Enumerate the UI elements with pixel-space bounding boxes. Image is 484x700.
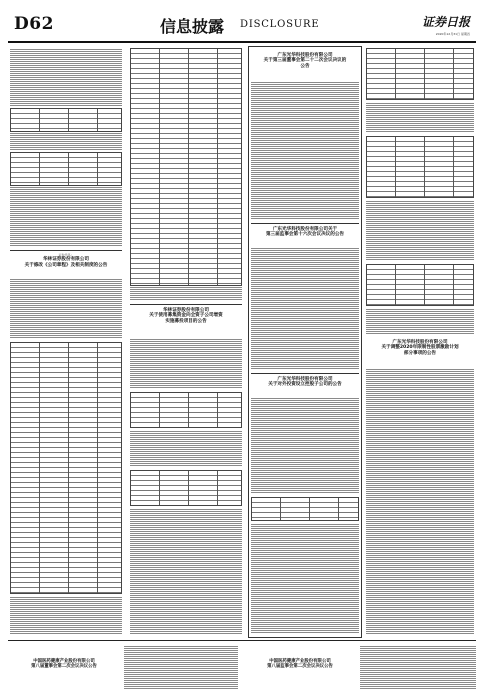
column-3	[248, 46, 362, 638]
separator	[130, 304, 242, 305]
notice-company: 中国医药健康产业股份有限公司	[269, 659, 331, 664]
notice-heading	[251, 53, 359, 69]
data-table	[366, 264, 474, 306]
notice-title: 第三届监事会第十六次会议决议的公告	[265, 232, 345, 238]
separator	[10, 250, 122, 251]
notice-title: 第八届董事会第二次会议决议公告	[31, 664, 97, 670]
text-block	[130, 286, 242, 300]
separator	[251, 373, 359, 374]
column-2	[128, 46, 244, 636]
text-block	[366, 102, 474, 132]
column-1	[8, 46, 124, 636]
notice-heading	[251, 227, 359, 238]
notice-code: 证券代码：	[58, 253, 74, 257]
notice-heading	[130, 308, 242, 324]
notice-title: 部分事项的公告	[403, 350, 437, 356]
text-block	[251, 247, 359, 369]
footer-notice-right	[244, 645, 356, 689]
notice-heading	[10, 254, 122, 268]
notice-title: 实施募投项目的公告	[165, 318, 207, 324]
newspaper-page	[8, 8, 476, 692]
notice-title: 公告	[300, 63, 310, 69]
text-block	[10, 596, 122, 634]
data-table	[130, 392, 242, 428]
data-table	[251, 497, 359, 521]
page-number: D62	[14, 14, 54, 34]
amendment-table	[10, 342, 122, 594]
notice-heading	[251, 377, 359, 388]
notice-company: 华林证券股份有限公司	[43, 257, 89, 263]
column-4	[364, 46, 476, 636]
notice-company: 广东光华科技股份有限公司	[392, 340, 448, 345]
section-title-en: DISCLOSURE	[240, 19, 320, 30]
text-block	[366, 200, 474, 260]
text-block	[130, 508, 242, 634]
text-block	[251, 397, 359, 493]
notice-title: 关于第三届董事会第二十二次会议决议的	[263, 58, 347, 64]
data-table	[130, 470, 242, 506]
text-block	[10, 132, 122, 150]
section-title: 信息披露	[160, 17, 225, 36]
data-table	[366, 48, 474, 100]
text-block	[10, 186, 122, 246]
notice-title: 关于使用募集资金向全资子公司增资	[149, 313, 223, 319]
notice-company: 华林证券股份有限公司	[163, 308, 209, 313]
notice-title: 关于对外投资设立控股子公司的公告	[268, 382, 342, 388]
text-block	[366, 308, 474, 334]
text-block	[251, 523, 359, 633]
notice-title: 关于修改《公司章程》及相关制度的公告	[24, 262, 108, 268]
text-block	[130, 430, 242, 466]
data-table	[10, 108, 122, 132]
text-block	[366, 368, 474, 634]
notice-title: 关于调整2020年限制性股票激励计划	[381, 345, 459, 351]
data-table	[366, 136, 474, 198]
text-block	[130, 338, 242, 388]
footer-notice-left	[8, 645, 120, 689]
notice-heading	[366, 340, 474, 356]
text-block	[251, 81, 359, 219]
data-table	[10, 152, 122, 186]
bottom-notices	[8, 640, 476, 693]
amendment-table	[130, 48, 242, 286]
header-rule	[8, 41, 476, 43]
notice-company: 广东光华科技股份有限公司	[277, 377, 333, 382]
text-block	[124, 645, 238, 689]
page-header	[8, 8, 476, 42]
text-block	[360, 645, 476, 689]
text-block	[10, 278, 122, 338]
notice-company: 广东光华科技股份有限公司关于	[272, 227, 338, 232]
text-block	[10, 48, 122, 106]
newspaper-logo: 证券日报	[421, 15, 470, 29]
separator	[251, 223, 359, 224]
notice-company: 中国医药健康产业股份有限公司	[33, 659, 95, 664]
notice-title: 第八届监事会第二次会议决议公告	[267, 664, 333, 670]
issue-date: 2020年12月31日 星期四	[435, 32, 470, 36]
notice-company: 广东光华科技股份有限公司	[277, 53, 333, 58]
